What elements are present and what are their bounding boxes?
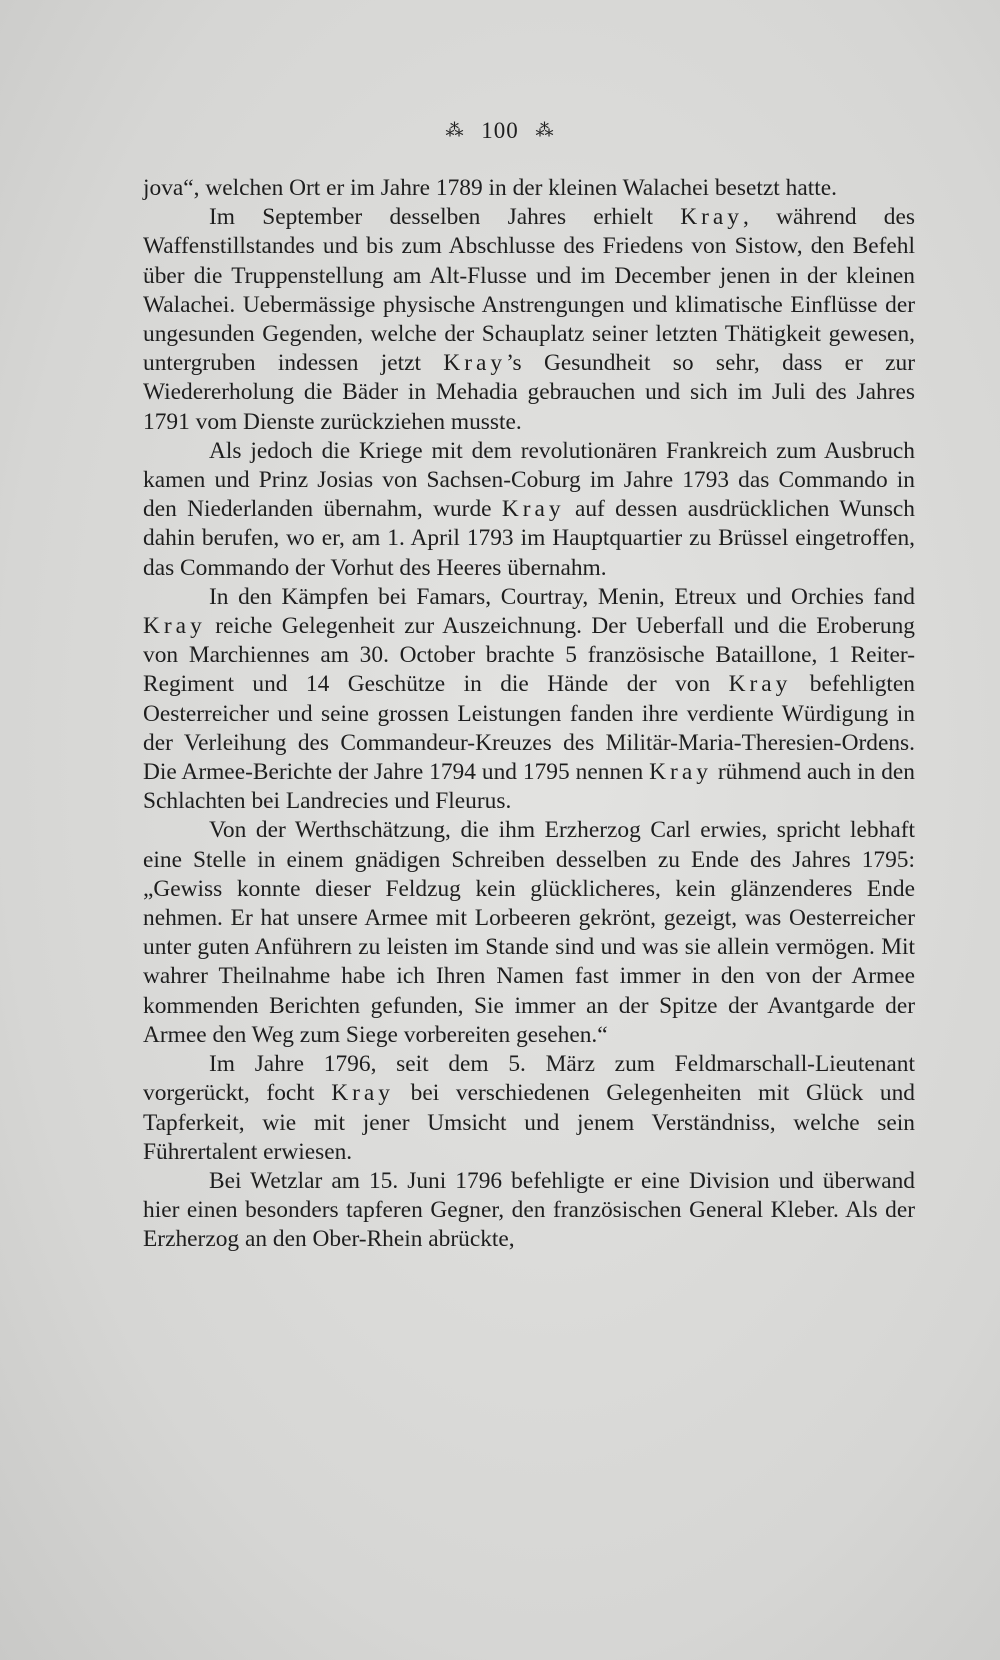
body-text xyxy=(143,174,915,1255)
name-kray: Kray xyxy=(728,671,792,698)
ornament-left-icon: ⁂ xyxy=(445,120,465,140)
text-run: befehligten Oesterreicher und seine grossen Leistungen fanden ihre verdiente Würdigung in der Verleihung des Commandeur-Kreuzes des Militär-Maria-Theresien-Ordens. Die Armee-Berichte der Jahre 1794 und 1795 nennen xyxy=(143,671,915,786)
name-kray: Kray xyxy=(649,759,712,786)
text-run: Von der Werthschätzung, die ihm Erzherzog Carl erwies, spricht lebhaft eine Stelle in einem gnädigen Schreiben desselben zu Ende des Jahres 1795: „Gewiss konnte dieser Feldzug kein glücklicheres, kein glänzenderes Ende nehmen. Er hat unsere Armee mit Lorbeeren gekrönt, gezeigt, was Oesterreicher unter guten Anführern zu leisten im Stande sind und was sie allein vermögen. Mit wahrer Theilnahme habe ich Ihren Namen fast immer in den von der Armee kommenden Berichten gefunden, Sie immer an der Spitze der Avantgarde der Armee den Weg zum Siege vorbereiten gesehen.“ xyxy=(143,817,915,1048)
text-run: bei verschiedenen Gelegenheiten mit Glück und Tapferkeit, wie mit jener Umsicht und jenem Verständniss, welche sein Führertalent erwiesen. xyxy=(143,1080,916,1165)
text-run: Im Jahre 1796, seit dem 5. März zum Feldmarschall-Lieutenant vorgerückt, focht xyxy=(143,1051,915,1107)
text-run: , während des Waffenstillstandes und bis zum Abschlusse des Friedens von Sistow, den Befehl über die Truppenstellung am Alt-Flusse und im December jenen in der kleinen Walachei. Uebermässige physische Anstrengungen und klimatische Einflüsse der ungesunden Gegenden, welche der Schauplatz seiner letzten Thätigkeit gewesen, untergruben indessen jetzt xyxy=(143,204,915,377)
paragraph-4 xyxy=(143,583,915,817)
text-run: jova“, welchen Ort er im Jahre 1789 in der kleinen Walachei besetzt hatte. xyxy=(143,175,837,201)
text-run: rühmend auch in den Schlachten bei Landrecies und Fleurus. xyxy=(143,759,915,815)
text-run: reiche Gelegenheit zur Auszeichnung. Der Ueberfall und die Eroberung von Marchiennes am 30. October brachte 5 französische Bataillone, 1 Reiter-Regiment und 14 Geschütze in die Hände der von xyxy=(143,613,915,698)
ornament-right-icon: ⁂ xyxy=(535,120,555,140)
name-kray: Kray xyxy=(331,1080,394,1107)
text-run: Als jedoch die Kriege mit dem revolutionären Frankreich zum Ausbruch kamen und Prinz Josias von Sachsen-Coburg im Jahre 1793 das Commando in den Niederlanden übernahm, wurde xyxy=(143,437,915,523)
paragraph-6 xyxy=(143,1050,915,1167)
text-run: auf dessen ausdrücklichen Wunsch dahin berufen, wo er, am 1. April 1793 im Hauptquartier zu Brüssel eingetroffen, das Commando der Vorhut des Heeres übernahm. xyxy=(143,496,915,581)
text-run: In den Kämpfen bei Famars, Courtray, Menin, Etreux und Orchies fand xyxy=(209,583,915,610)
text-run: Im September desselben Jahres erhielt xyxy=(209,204,681,231)
name-kray: Kray xyxy=(143,613,206,640)
page-number: 100 xyxy=(481,118,519,143)
page-header xyxy=(0,118,1000,144)
text-run: ’s Gesundheit so sehr, dass er zur Wiedererholung die Bäder in Mehadia gebrauchen und sich im Juli des Jahres 1791 vom Dienste zurückziehen musste. xyxy=(143,350,915,435)
paragraph-7 xyxy=(143,1167,915,1255)
name-kray: Kray xyxy=(680,204,743,231)
name-kray: Kray xyxy=(501,496,565,523)
paragraph-2 xyxy=(143,203,915,437)
paragraph-1 xyxy=(143,174,915,203)
paragraph-3 xyxy=(143,437,915,583)
paragraph-5 xyxy=(143,816,915,1050)
name-kray: Kray xyxy=(443,350,507,377)
text-run: Bei Wetzlar am 15. Juni 1796 befehligte er eine Division und überwand hier einen besonders tapferen Gegner, den französischen General Kleber. Als der Erzherzog an den Ober-Rhein abrückte, xyxy=(143,1167,915,1253)
